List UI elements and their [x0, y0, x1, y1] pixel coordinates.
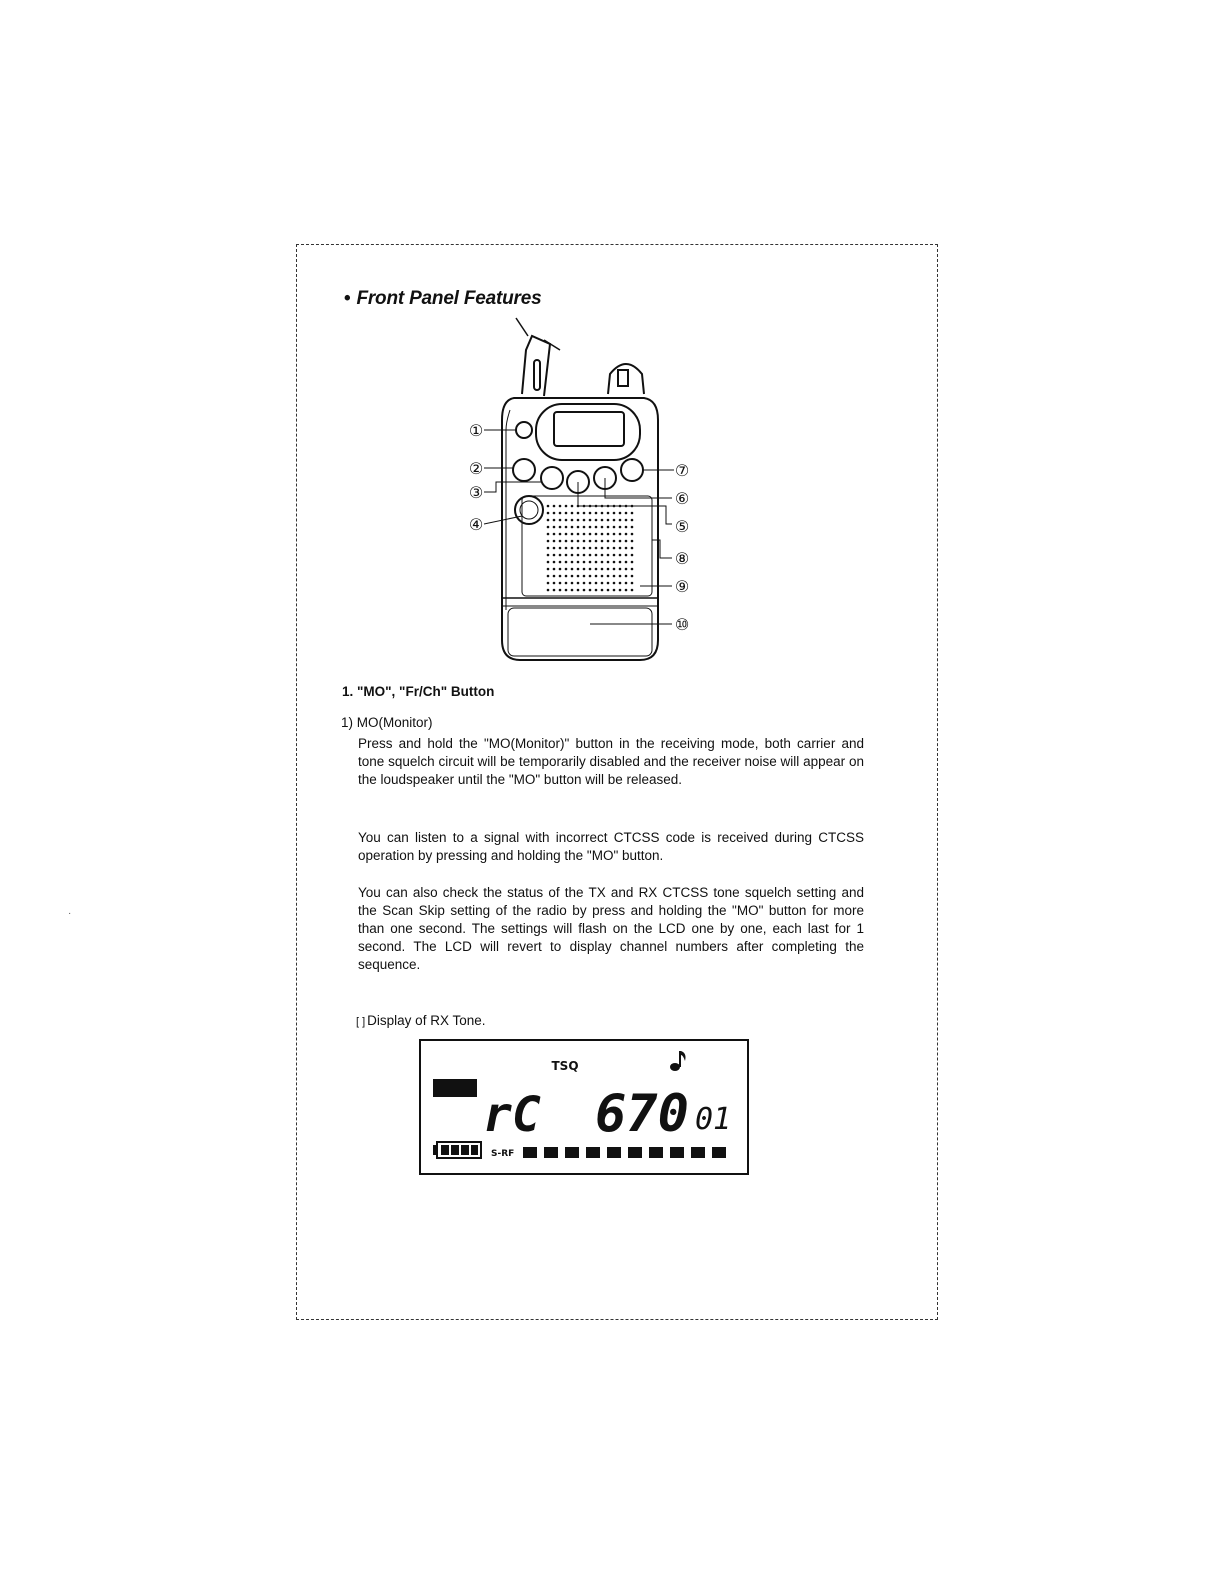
lcd-srf-label: S-RF [491, 1149, 515, 1159]
meter-segment [586, 1147, 600, 1158]
caption-text: Display of RX Tone. [367, 1013, 486, 1028]
meter-segment [523, 1147, 537, 1158]
meter-segment [691, 1147, 705, 1158]
meter-segment [628, 1147, 642, 1158]
paragraph-ctcss-listen: You can listen to a signal with incorrect CTCSS code is received during CTCSS operation by pressing and holding the "MO" button. [358, 830, 864, 863]
caption-marker: [ ] [356, 1016, 366, 1028]
callout-10: ⑩ [674, 615, 690, 634]
title-text: Front Panel Features [356, 288, 542, 309]
title-bullet: • [344, 288, 351, 309]
paragraph-monitor-press: Press and hold the "MO(Monitor)" button in the receiving mode, both carrier and tone squelch circuit will be temporarily disabled and the receiver noise will appear on the loudspeaker until the "MO" button will be released. [358, 736, 864, 787]
meter-segment [712, 1147, 726, 1158]
callout-3: ③ [468, 483, 484, 502]
radio-front-panel-diagram [440, 310, 730, 680]
callout-6: ⑥ [674, 489, 690, 508]
subsection-heading: 1) MO(Monitor) [341, 715, 433, 730]
callout-1: ① [468, 421, 484, 440]
section-heading: 1. "MO", "Fr/Ch" Button [342, 684, 495, 699]
callout-8: ⑧ [674, 549, 690, 568]
figure-caption [356, 1013, 485, 1028]
paragraph-status-check: You can also check the status of the TX and RX CTCSS tone squelch setting and the Scan Skip setting of the radio by press and holding the "MO" button for more than one second. The settings will flash on the LCD one by one, each last for 1 second. The LCD will revert to display channel numbers after completing the sequence. [358, 885, 864, 972]
callout-4: ④ [468, 515, 484, 534]
meter-segment [544, 1147, 558, 1158]
callout-5: ⑤ [674, 517, 690, 536]
lcd-mode-text: rC [483, 1087, 541, 1143]
callout-2: ② [468, 459, 484, 478]
page-title [344, 288, 541, 310]
scan-speck: · [68, 908, 72, 919]
meter-segment [649, 1147, 663, 1158]
lcd-channel-number: 01 [695, 1102, 732, 1137]
callout-9: ⑨ [674, 577, 690, 596]
lcd-indicator-block [433, 1079, 477, 1097]
callout-7: ⑦ [674, 461, 690, 480]
lcd-tone-value: 670 [595, 1084, 689, 1144]
lcd-tsq-label: TSQ [551, 1059, 579, 1073]
meter-segment [565, 1147, 579, 1158]
meter-segment [607, 1147, 621, 1158]
meter-segment [670, 1147, 684, 1158]
lcd-display-illustration [419, 1039, 749, 1175]
